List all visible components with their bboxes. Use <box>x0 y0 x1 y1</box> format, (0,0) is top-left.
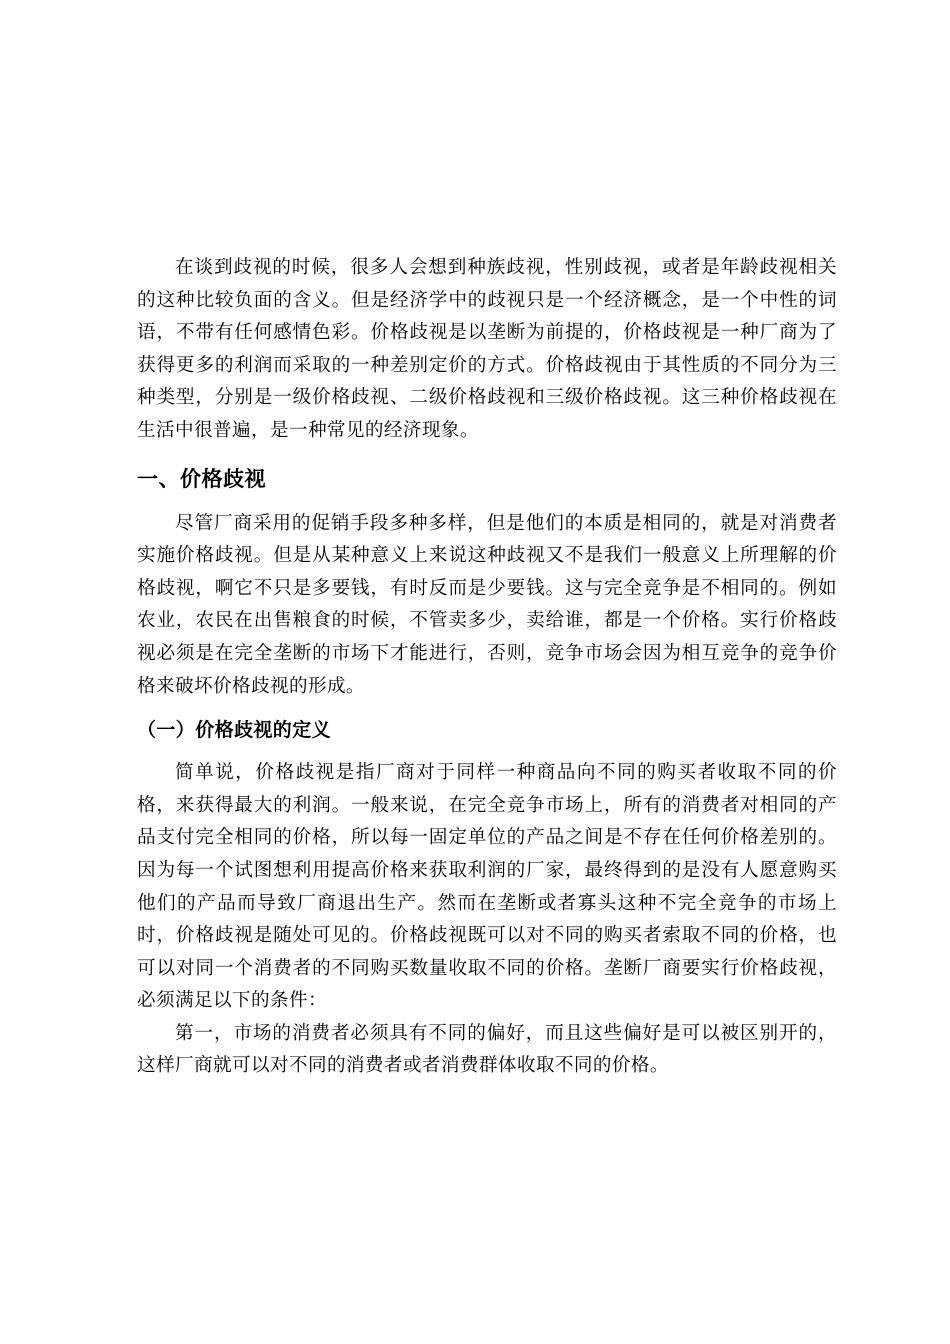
document-body <box>137 252 837 1083</box>
condition-paragraph-first: 第一，市场的消费者必须具有不同的偏好，而且这些偏好是可以被区别开的，这样厂商就可以对不同的消费者或者消费群体收取不同的价格。 <box>137 1022 837 1077</box>
subsection-paragraph-definition: 简单说，价格歧视是指厂商对于同样一种商品向不同的购买者收取不同的价格，来获得最大的利润。一般来说，在完全竞争市场上，所有的消费者对相同的产品支付完全相同的价格，所以每一固定单位的产品之间是不存在任何价格差别的。因为每一个试图想利用提高价格来获取利润的厂家，最终得到的是没有人愿意购买他们的产品而导致厂商退出生产。然而在垄断或者寡头这种不完全竞争的市场上时，价格歧视是随处可见的。价格歧视既可以对不同的购买者索取不同的价格，也可以对同一个消费者的不同购买数量收取不同的价格。垄断厂商要实行价格歧视，必须满足以下的条件： <box>137 762 837 1012</box>
subsection-heading-definition: （一）价格歧视的定义 <box>137 719 332 742</box>
section-paragraph-price-discrimination: 尽管厂商采用的促销手段多种多样，但是他们的本质是相同的，就是对消费者实施价格歧视。但是从某种意义上来说这种歧视又不是我们一般意义上所理解的价格歧视，啊它不只是多要钱，有时反而是少要钱。这与完全竞争是不相同的。例如农业，农民在出售粮食的时候，不管卖多少，卖给谁，都是一个价格。实行价格歧视必须是在完全垄断的市场下才能进行，否则，竞争市场会因为相互竞争的竞争价格来破坏价格歧视的形成。 <box>137 512 837 697</box>
section-heading-price-discrimination: 一、价格歧视 <box>137 465 266 491</box>
intro-paragraph: 在谈到歧视的时候，很多人会想到种族歧视，性别歧视，或者是年龄歧视相关的这种比较负面的含义。但是经济学中的歧视只是一个经济概念，是一个中性的词语，不带有任何感情色彩。价格歧视是以垄断为前提的，价格歧视是一种厂商为了获得更多的利润而采取的一种差别定价的方式。价格歧视由于其性质的不同分为三种类型，分别是一级价格歧视、二级价格歧视和三级价格歧视。这三种价格歧视在生活中很普遍，是一种常见的经济现象。 <box>137 257 837 441</box>
